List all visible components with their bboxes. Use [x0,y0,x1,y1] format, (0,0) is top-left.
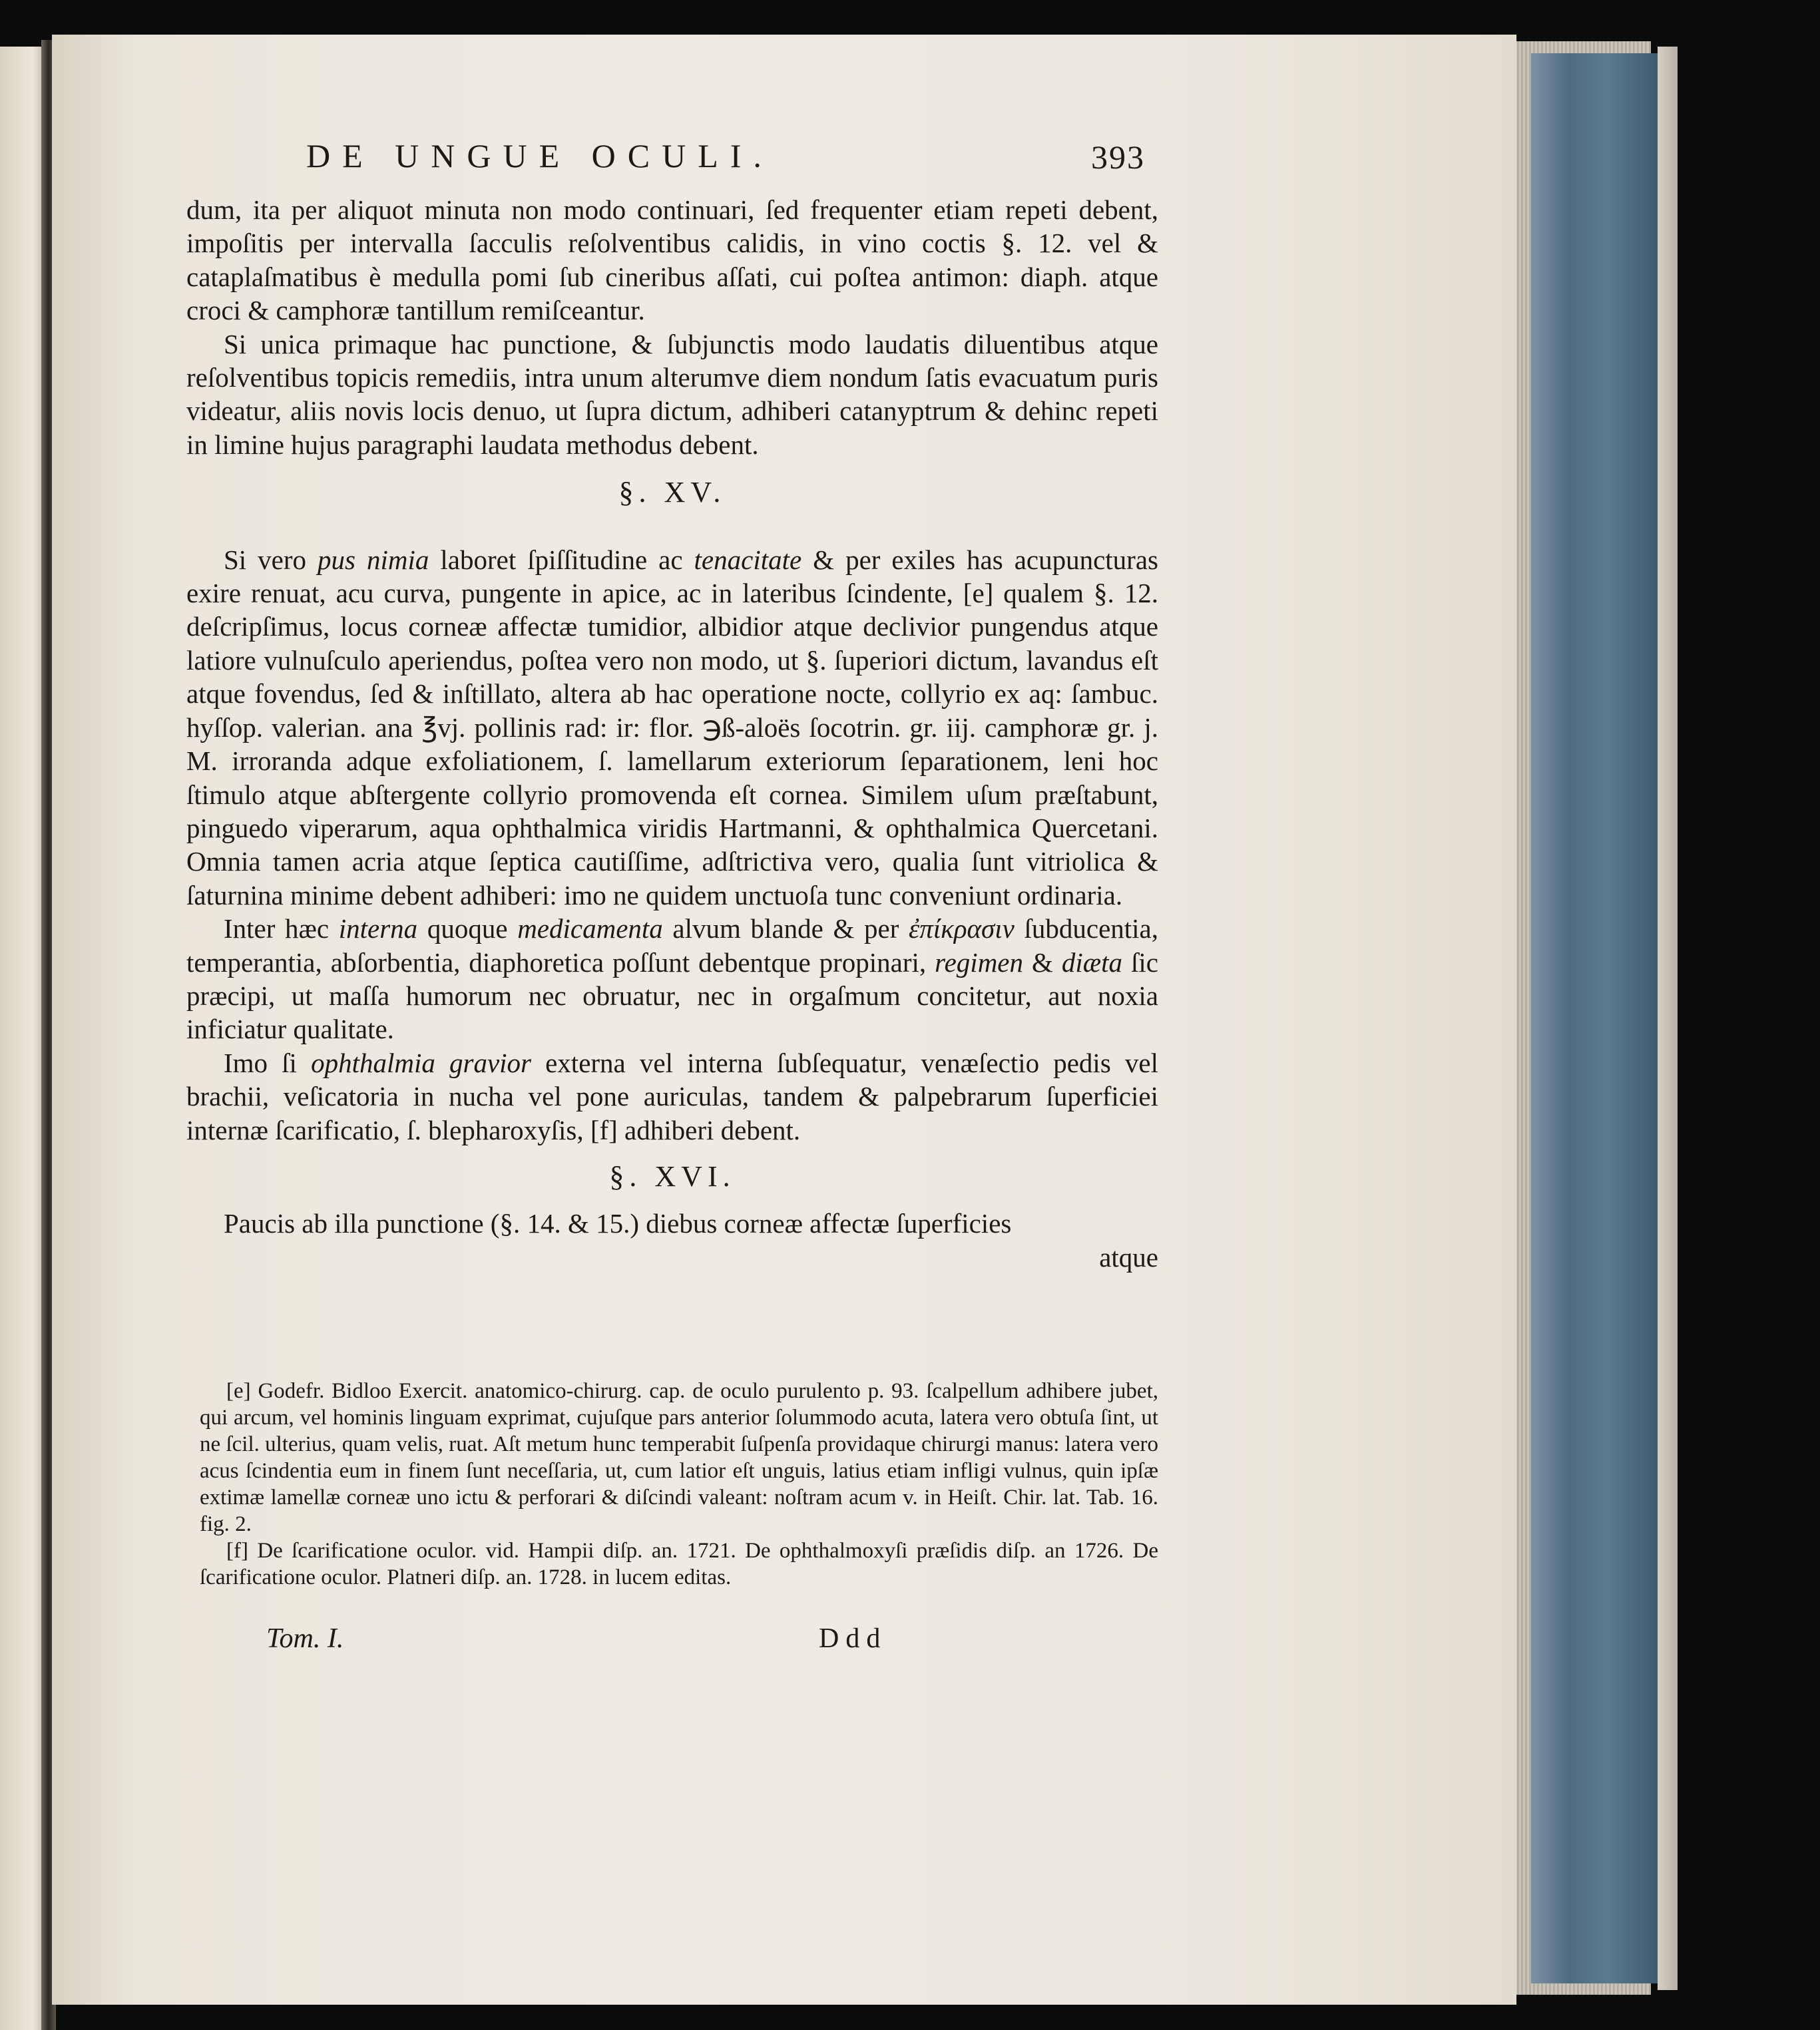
paragraph: Paucis ab illa punctione (§. 14. & 15.) diebus corneæ affectæ ſuperficies [224,1208,1012,1239]
italic-run: medicamenta [517,913,663,944]
italic-run: tenacitate [694,544,802,575]
text-run: externa vel interna ſubſequatur, venæſectio pedis vel brachii, veſicatoria in nucha vel pone auriculas, tandem & palpebrarum ſuperficiei internæ ſcarificatio, ſ. blepharoxyſis, [f] adhiberi debent. [186,1047,1158,1145]
text-run: Si vero [224,544,318,575]
book-board [1658,47,1678,1990]
page-number: 393 [1091,138,1145,176]
footnote-e: [e] Godefr. Bidloo Exercit. anatomico-chirurg. cap. de oculo purulento p. 93. ſcalpellum adhibere jubet, qui arcum, vel hominis linguam exprimat, cujuſque pars anterior ſolummodo acuta, latera vero obtuſa ſint, ut ne ſcil. ulterius, quam velis, ruat. Aſt metum hunc temperabit ſuſpenſa providaque chirurgi manus: latera vero acus ſcindentia eum in finem ſunt neceſſaria, ut, cum latior eſt unguis, latius etiam infligi vulnus, quin ipſæ extimæ lamellæ corneæ uno ictu & perforari & diſcindi valeant: noſtram acum v. in Heiſt. Chir. lat. Tab. 16. fig. 2. [200,1379,1158,1536]
text-run: ſubducentia, temperantia, abſorbentia, diaphoretica poſſunt debentque propinari, [186,913,1158,978]
catchword: atque [1099,1241,1158,1273]
text-run: laboret ſpiſſitudine ac [429,544,694,575]
volume-mark: Tom. I. [266,1623,344,1654]
italic-run: pus nimia [318,544,429,575]
fore-edge [1531,53,1658,1983]
paragraph [186,912,1158,1046]
paragraph: Si unica primaque hac punctione, & ſubjunctis modo laudatis diluentibus atque reſolventibus topicis remediis, intra unum alterumve diem nondum ſatis evacuatum puris videatur, aliis novis locis denuo, ut ſupra dictum, adhiberi catanyptrum & dehinc repeti in limine hujus paragraphi laudata methodus debent. [186,328,1158,460]
text-run: Inter hæc [224,913,339,944]
main-text [186,193,1158,1274]
text-run: Imo ſi [224,1047,312,1078]
left-page-edge [0,47,47,2030]
page-footer [266,1623,932,1656]
paragraph: dum, ita per aliquot minuta non modo continuari, ſed frequenter etiam repeti debent, impoſitis per intervalla ſacculis reſolventibus calidis, in vino coctis §. 12. vel & cataplaſmatibus è medulla pomi ſub cineribus aſſati, cui poſtea antimon: diaph. atque croci & camphoræ tantillum remiſceantur. [186,194,1158,326]
running-header [306,136,1145,176]
text-run: & [1023,946,1062,978]
italic-run: diæta [1061,946,1123,978]
italic-run: regimen [935,946,1024,978]
text-run: quoque [417,913,518,944]
paragraph [186,543,1158,912]
greek-run: ἐπίκρασιν [909,913,1015,944]
text-run: & per exiles has acupuncturas exire renuat, acu curva, pungente in apice, ac in lateribus ſcindente, [e] qualem §. 12. deſcripſimus, locus corneæ affectæ tumidior, albidior atque declivior pungendus atque latiore vulnuſculo aperiendus, poſtea vero non modo, ut §. ſuperiori dictum, lavandus eſt atque fovendus, ſed & inſtillato, altera ab hac operatione nocte, collyrio ex aq: ſambuc. hyſſop. valerian. ana ℥vj. pollinis rad: ir: flor. ℈ß-aloës ſocotrin. gr. iij. camphoræ gr. j. M. irroranda adque exfoliationem, ſ. lamellarum exteriorum ſeparationem, leni hoc ſtimulo atque abſtergente collyrio promovenda eſt cornea. Similem uſum præſtabunt, pinguedo viperarum, aqua ophthalmica viridis Hartmanni, & ophthalmica Quercetani. Omnia tamen acria atque ſeptica cautiſſime, adſtrictiva vero, qualia ſunt vitriolica & ſaturnina minime debent adhiberi: imo ne quidem unctuoſa tunc conveniunt ordinaria. [186,544,1158,911]
paragraph [186,1046,1158,1147]
signature-mark: Ddd [819,1623,887,1654]
italic-run: interna [338,913,418,944]
running-title: DE UNGUE OCULI. [306,137,774,174]
text-run: ſic præcipi, ut maſſa humorum nec obruatur, nec in orgaſmum concitetur, aut noxia inficiatur qualitate. [186,946,1158,1045]
section-heading: §. XV. [618,476,726,509]
footnotes [200,1378,1158,1591]
section-heading: §. XVI. [609,1159,736,1193]
footnote-f: [f] De ſcarificatione oculor. vid. Hampii diſp. an. 1721. De ophthalmoxyſi præſidis diſp. an 1726. De ſcarificatione oculor. Platneri diſp. an. 1728. in lucem editas. [200,1539,1158,1589]
text-run: alvum blande & per [662,913,909,944]
italic-run: ophthalmia gravior [311,1047,531,1078]
